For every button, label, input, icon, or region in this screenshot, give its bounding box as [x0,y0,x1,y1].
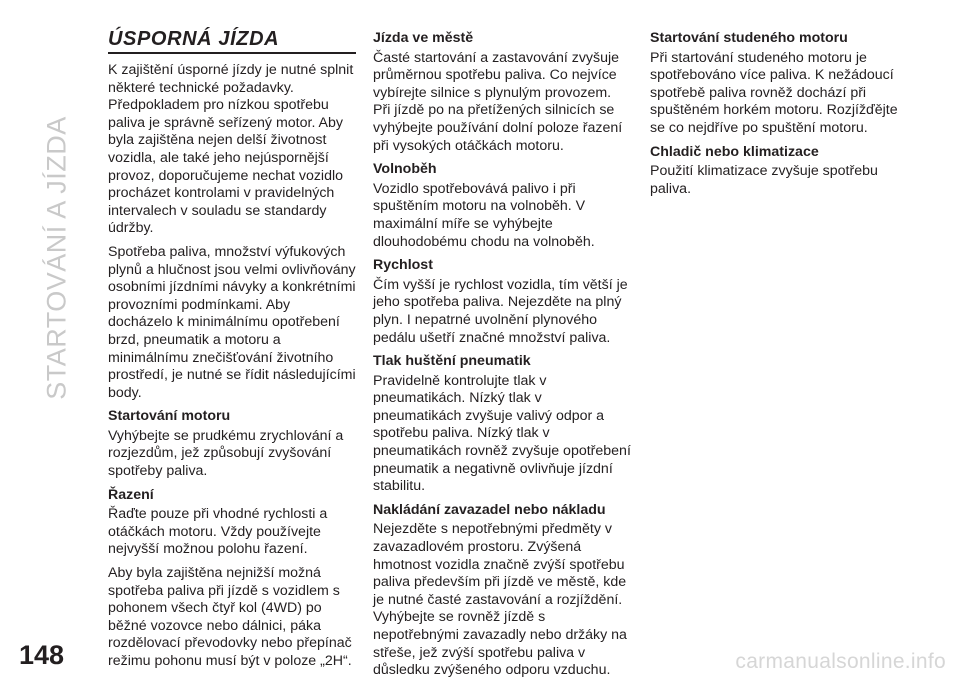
tire-pressure-paragraph: Pravidelně kontrolujte tlak v pneumatikách. Nízký tlak v pneumatikách zvyšuje valivý odpor a spotřebu paliva. Nízký tlak v pneumatikách rovněž zvyšuje opotřebení pneumatik a negativně ovlivňuje jízdní stabilitu. [373,372,631,495]
heading-cold-start: Startování studeného motoru [650,30,848,46]
air-conditioning-paragraph: Použití klimatizace zvyšuje spotřebu paliva. [650,163,878,197]
idle-paragraph: Vozidlo spotřebovává palivo i při spuštěním motoru na volnoběh. V maximální míře se vyhýbejte dlouhodobému chodu na volnoběh. [373,180,595,250]
cold-start-paragraph: Při startování studeného motoru je spotřebováno více paliva. K nežádoucí spotřebě paliva rovněž dochází při spuštěném horkém motoru. Rozjížďějte se co nejdříve po spuštění motoru. [650,49,898,136]
city-driving-paragraph: Časté startování a zastavování zvyšuje průměrnou spotřebu paliva. Co nejvíce vybírejte silnice s plynulým provozem. Při jízdě po na přetížených silnicích se vyhýbejte používání dolní poloze řazení při vysokých otáčkách motoru. [373,49,623,154]
consumption-paragraph: Spotřeba paliva, množství výfukových plynů a hlučnost jsou velmi ovlivňovány osobními jízdními návyky a konkrétními provozními podmínkami. Aby docházelo k minimálnímu opotřebení brzd, pneumatik a motoru a minimálnímu znečišťování životního prostředí, je nutné se řídit následujícími body. [108,243,356,401]
watermark: carmanualsonline.info [735,650,946,673]
section-side-title-text: STARTOVÁNÍ A JÍZDA [41,116,72,400]
heading-air-conditioning: Chladič nebo klimatizace [650,143,819,160]
heading-engine-start: Startování motoru [108,408,231,425]
speed-paragraph: Čím vyšší je rychlost vozidla, tím větší je jeho spotřeba paliva. Nejezděte na plný plyn. I nepatrné uvolnění plynového pedálu ušetří značné množství paliva. [373,276,628,346]
shifting-paragraph: Řaďte pouze při vhodné rychlosti a otáčkách motoru. Vždy používejte nejvyšší možnou polohu řazení. [108,506,328,558]
heading-shifting: Řazení [108,486,154,503]
luggage-paragraph: Nejezděte s nepotřebnými předměty v zavazadlovém prostoru. Zvýšená hmotnost vozidla značně zvýší spotřebu paliva především při jízdě ve městě, kde je nutné časté zastavování a rozjíždění. Vyhýbejte se rovněž jízdě s nepotřebnými zavazadly nebo držáky na střeše, jež zvýší spotřebu paliva v důsledku zvýšeného odporu vzduchu. [373,521,627,679]
page-number: 148 [19,640,65,670]
column-left [108,28,356,677]
heading-luggage: Nakládání zavazadel nebo nákladu [373,501,606,518]
page-title: ÚSPORNÁ JÍZDA [108,28,356,54]
4wd-paragraph: Aby byla zajištěna nejnižší možná spotřeba paliva při jízdě s vozidlem s pohonem všech čtyř kol (4WD) po běžné vozovce nebo dálnici, páka rozdělovací převodovky nebo přepínač režimu pohonu musí být v poloze „2H“. [108,565,352,669]
column-middle [373,28,631,686]
intro-paragraph: K zajištění úsporné jízdy je nutné splnit některé technické požadavky. Předpokladem pro nízkou spotřebu paliva je správně seřízený motor. Aby byla zajištěna nejen delší životnost vozidla, ale také jeho nejúspornější provoz, doporučujeme nechat vozidlo procházet kontrolami v pravidelných intervalech v souladu se standardy údržby. [108,62,354,237]
engine-start-paragraph: Vyhýbejte se prudkému zrychlování a rozjezdům, jež způsobují zvyšování spotřeby paliva. [108,427,344,480]
column-right [650,28,912,204]
heading-tire-pressure: Tlak huštění pneumatik [373,353,531,370]
heading-speed: Rychlost [373,257,433,274]
heading-city-driving: Jízda ve městě [373,30,474,46]
heading-idle: Volnoběh [373,161,437,178]
